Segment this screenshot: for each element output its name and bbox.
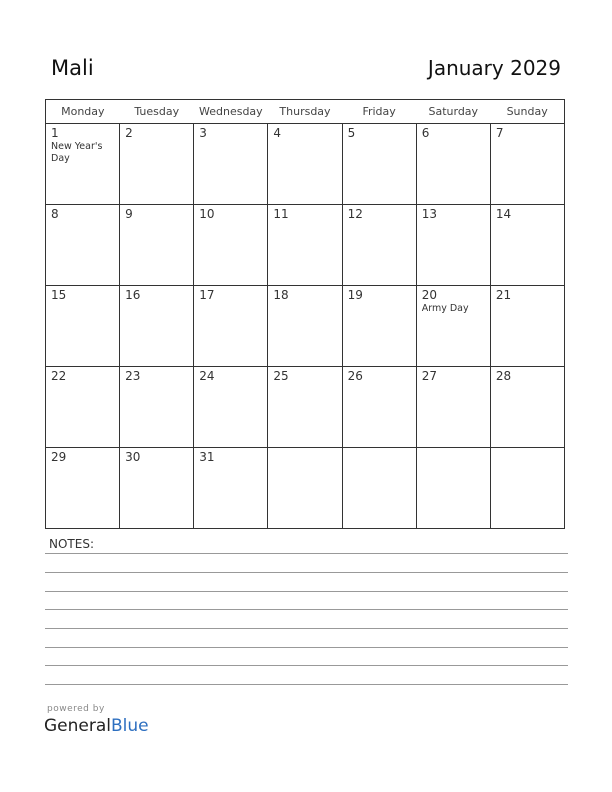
notes-line bbox=[45, 609, 568, 610]
notes-line bbox=[45, 684, 568, 685]
day-number: 14 bbox=[495, 207, 512, 221]
day-number: 23 bbox=[125, 369, 141, 383]
calendar-day-cell[interactable] bbox=[416, 205, 490, 286]
day-number: 1 bbox=[51, 126, 59, 140]
brand-general: General bbox=[44, 716, 111, 736]
day-number: 6 bbox=[421, 126, 430, 140]
notes-line bbox=[45, 553, 568, 554]
calendar-day-cell[interactable] bbox=[46, 124, 120, 205]
notes-line bbox=[45, 572, 568, 573]
calendar-day-cell[interactable] bbox=[120, 367, 194, 448]
day-number: 7 bbox=[495, 126, 504, 140]
day-number: 20 bbox=[421, 288, 437, 302]
calendar-day-cell[interactable] bbox=[342, 205, 416, 286]
calendar-day-cell[interactable] bbox=[194, 286, 268, 367]
day-number: 22 bbox=[51, 369, 67, 383]
day-number: 9 bbox=[125, 207, 133, 221]
calendar-day-cell[interactable] bbox=[416, 448, 490, 529]
generalblue-logo[interactable] bbox=[44, 716, 149, 736]
day-number: 28 bbox=[495, 369, 512, 383]
calendar-day-cell[interactable] bbox=[490, 205, 564, 286]
calendar-day-cell[interactable] bbox=[490, 448, 564, 529]
notes-line bbox=[45, 628, 568, 629]
day-number: 4 bbox=[273, 126, 282, 140]
notes-label: NOTES: bbox=[49, 537, 94, 551]
calendar-day-cell[interactable] bbox=[194, 367, 268, 448]
day-number: 25 bbox=[273, 369, 289, 383]
calendar-grid bbox=[45, 99, 565, 529]
calendar-day-cell[interactable] bbox=[268, 286, 342, 367]
calendar-day-cell[interactable] bbox=[342, 367, 416, 448]
weekday-header-row bbox=[46, 100, 565, 124]
day-number: 3 bbox=[199, 126, 207, 140]
calendar-day-cell[interactable] bbox=[268, 205, 342, 286]
weekday-header: Wednesday bbox=[194, 100, 268, 124]
calendar-week-row bbox=[46, 124, 565, 205]
day-number: 29 bbox=[51, 450, 67, 464]
day-number: 27 bbox=[421, 369, 437, 383]
calendar-month-title: January 2029 bbox=[427, 56, 561, 80]
day-number: 11 bbox=[273, 207, 289, 221]
weekday-header: Sunday bbox=[490, 100, 564, 124]
holiday-label: New Year's Day bbox=[51, 141, 103, 164]
notes-line bbox=[45, 591, 568, 592]
calendar-week-row bbox=[46, 286, 565, 367]
calendar-day-cell[interactable] bbox=[490, 367, 564, 448]
calendar-day-cell[interactable] bbox=[46, 367, 120, 448]
calendar-day-cell[interactable] bbox=[194, 124, 268, 205]
calendar-day-cell[interactable] bbox=[342, 124, 416, 205]
weekday-header: Monday bbox=[46, 100, 120, 124]
day-number: 21 bbox=[495, 288, 512, 302]
calendar-day-cell[interactable] bbox=[342, 448, 416, 529]
weekday-header: Thursday bbox=[268, 100, 342, 124]
brand-blue: Blue bbox=[111, 716, 149, 736]
day-number: 5 bbox=[347, 126, 356, 140]
holiday-label: Army Day bbox=[421, 303, 469, 314]
calendar-day-cell[interactable] bbox=[416, 124, 490, 205]
day-number: 30 bbox=[125, 450, 141, 464]
calendar-week-row bbox=[46, 367, 565, 448]
day-number: 26 bbox=[347, 369, 363, 383]
calendar-day-cell[interactable] bbox=[268, 367, 342, 448]
calendar-day-cell[interactable] bbox=[46, 286, 120, 367]
calendar-day-cell[interactable] bbox=[120, 205, 194, 286]
calendar-day-cell[interactable] bbox=[46, 205, 120, 286]
calendar-day-cell[interactable] bbox=[120, 124, 194, 205]
day-number: 31 bbox=[199, 450, 215, 464]
calendar-day-cell[interactable] bbox=[120, 286, 194, 367]
calendar-day-cell[interactable] bbox=[194, 205, 268, 286]
day-number: 19 bbox=[347, 288, 363, 302]
calendar-day-cell[interactable] bbox=[490, 286, 564, 367]
day-number: 12 bbox=[347, 207, 363, 221]
calendar-week-row bbox=[46, 448, 565, 529]
day-number: 13 bbox=[421, 207, 437, 221]
calendar-day-cell[interactable] bbox=[194, 448, 268, 529]
calendar-day-cell[interactable] bbox=[416, 286, 490, 367]
powered-by-text: powered by bbox=[47, 704, 105, 714]
calendar-week-row bbox=[46, 205, 565, 286]
calendar-country-title: Mali bbox=[51, 56, 94, 80]
calendar-day-cell[interactable] bbox=[490, 124, 564, 205]
day-number: 8 bbox=[51, 207, 59, 221]
calendar-day-cell[interactable] bbox=[416, 367, 490, 448]
calendar-day-cell[interactable] bbox=[342, 286, 416, 367]
day-number: 15 bbox=[51, 288, 67, 302]
day-number: 2 bbox=[125, 126, 133, 140]
weekday-header: Saturday bbox=[416, 100, 490, 124]
day-number: 17 bbox=[199, 288, 215, 302]
calendar-day-cell[interactable] bbox=[120, 448, 194, 529]
calendar-day-cell[interactable] bbox=[46, 448, 120, 529]
day-number: 10 bbox=[199, 207, 215, 221]
calendar-day-cell[interactable] bbox=[268, 124, 342, 205]
notes-line bbox=[45, 665, 568, 666]
day-number: 16 bbox=[125, 288, 141, 302]
weekday-header: Friday bbox=[342, 100, 416, 124]
weekday-header: Tuesday bbox=[120, 100, 194, 124]
calendar-day-cell[interactable] bbox=[268, 448, 342, 529]
notes-line bbox=[45, 647, 568, 648]
day-number: 24 bbox=[199, 369, 215, 383]
day-number: 18 bbox=[273, 288, 289, 302]
